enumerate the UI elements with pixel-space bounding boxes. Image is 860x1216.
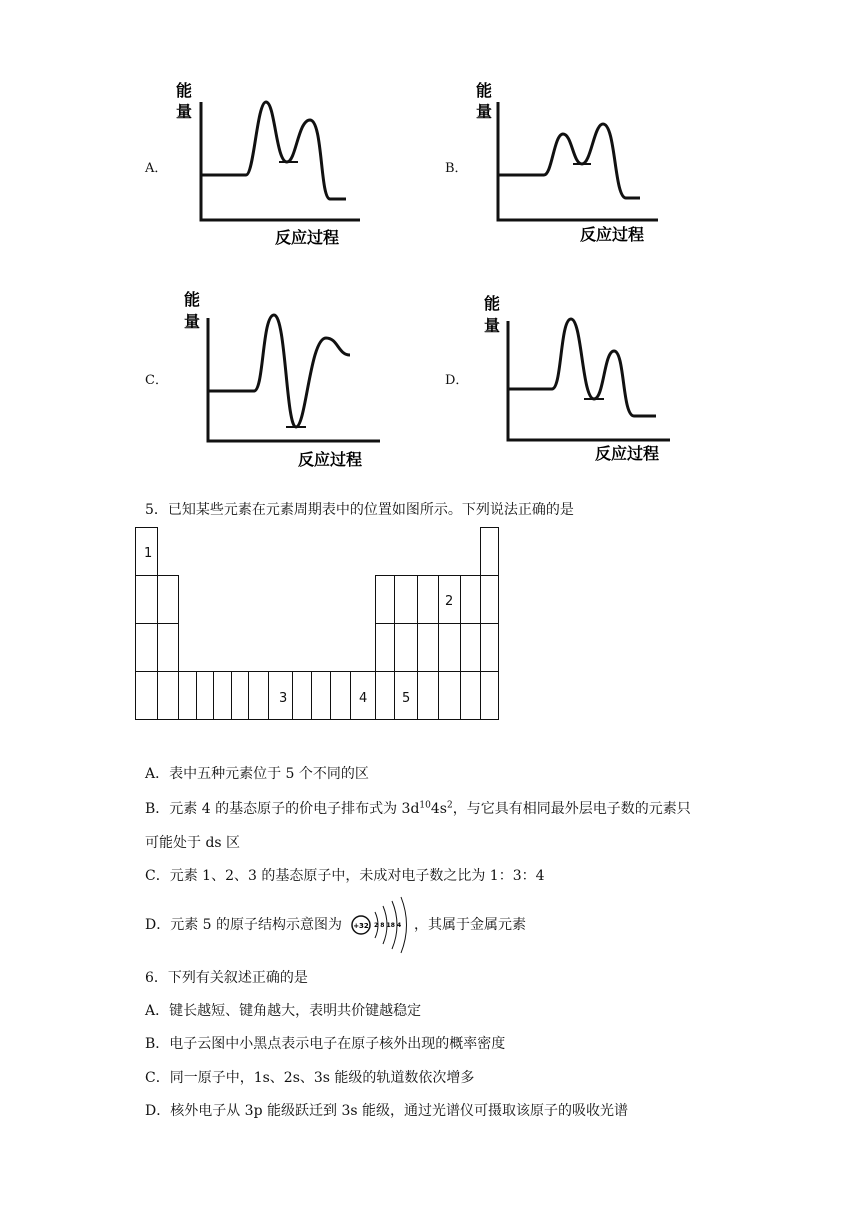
y-label-bottom: 量	[184, 312, 201, 331]
question-5-option-a: A．表中五种元素位于 5 个不同的区	[145, 766, 369, 782]
question-6-stem: 6．下列有关叙述正确的是	[145, 970, 308, 986]
question-6-option-c: C．同一原子中，1s、2s、3s 能级的轨道数依次增多	[145, 1070, 475, 1086]
option-d-letter: D．	[445, 373, 469, 388]
cell-label-4: 4	[359, 691, 368, 706]
y-label-bottom: 量	[476, 102, 493, 121]
question-5-option-b	[145, 799, 691, 819]
energy-curve	[201, 102, 346, 199]
energy-curve	[508, 319, 656, 416]
question-5-stem: 5．已知某些元素在元素周期表中的位置如图所示。下列说法正确的是	[145, 502, 574, 518]
option-c-letter: C．	[145, 373, 168, 388]
question-6-option-b: B．电子云图中小黑点表示电子在原子核外出现的概率密度	[145, 1036, 506, 1052]
option-b-letter: B．	[445, 161, 468, 176]
x-label: 反应过程	[595, 444, 660, 463]
y-label-top: 能	[476, 81, 493, 100]
cell-label-3: 3	[279, 691, 288, 706]
option-a-letter: A．	[145, 161, 168, 176]
atom-structure-diagram	[351, 896, 413, 954]
y-label-bottom: 量	[484, 316, 501, 335]
x-label: 反应过程	[580, 225, 645, 244]
question-5-option-b-line-2: 可能处于 ds 区	[145, 835, 241, 851]
energy-diagram-c	[180, 283, 390, 473]
question-6-option-a: A．键长越短、键角越大，表明共价键越稳定	[145, 1003, 422, 1019]
y-label-bottom: 量	[176, 102, 193, 121]
cell-label-1: 1	[144, 546, 153, 561]
x-label: 反应过程	[298, 450, 363, 469]
question-6-option-d: D．核外电子从 3p 能级跃迁到 3s 能级，通过光谱仪可摄取该原子的吸收光谱	[145, 1103, 628, 1119]
question-5-option-d-post: ，其属于金属元素	[414, 917, 526, 933]
atom-shell-electrons: 2 8 18 4	[374, 922, 402, 929]
energy-curve	[498, 124, 640, 198]
option-b-text-1: B．元素 4 的基态原子的价电子排布式为 3d	[145, 801, 420, 817]
y-label-top: 能	[176, 81, 193, 100]
question-5-option-c: C．元素 1、2、3 的基态原子中，未成对电子数之比为 1：3：4	[145, 868, 545, 884]
axes	[508, 321, 670, 440]
x-label: 反应过程	[275, 228, 340, 247]
atom-shell-4	[401, 897, 407, 953]
energy-curve	[208, 315, 350, 427]
energy-diagram-d	[480, 287, 680, 472]
option-b-sup-2: 2	[446, 800, 453, 811]
atom-nucleus-charge: +32	[353, 922, 369, 930]
option-b-text-2: 4s	[430, 801, 447, 817]
y-label-top: 能	[484, 294, 501, 313]
energy-diagram-a	[170, 72, 360, 252]
cell-label-5: 5	[402, 691, 411, 706]
periodic-table-diagram	[133, 525, 503, 725]
cell-label-2: 2	[445, 594, 454, 609]
y-label-top: 能	[184, 290, 201, 309]
energy-diagram-b	[470, 72, 660, 252]
option-b-sup-1: 10	[419, 800, 431, 811]
question-5-option-d-pre: D．元素 5 的原子结构示意图为	[145, 917, 343, 933]
option-b-text-3: ，与它具有相同最外层电子数的元素只	[452, 801, 691, 817]
